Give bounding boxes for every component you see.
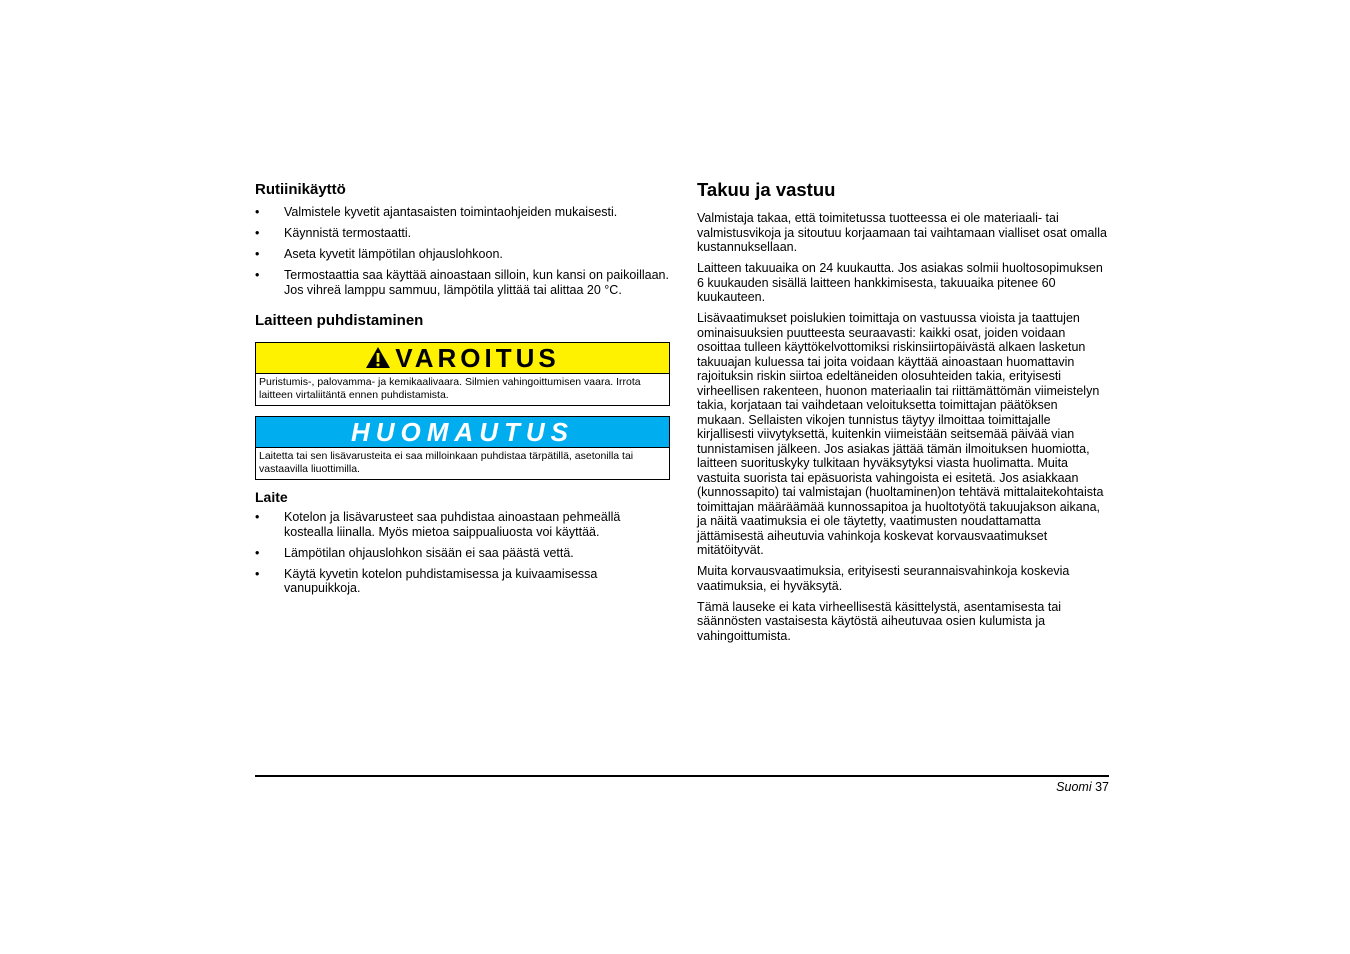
list-item: • Lämpötilan ohjauslohkon sisään ei saa päästä vettä.: [255, 545, 574, 560]
paragraph: Lisävaatimukset poislukien toimittaja on vastuussa vioista ja taattujen ominaisuuksien puutteesta seuraavasti: kaikki osat, joiden voidaan osoittaa tulleen käyttökelvottomiksi riskinsiirtopäivästä alkaen lasketun takuuajan kuluessa tai joita voidaan käyttää ainoastaan huomattavin rajoituksin riskin siirtoa edeltäneiden olosuhteiden takia, erityisesti virheellisen rakenteen, huonon materiaalin tai riittämättömän viimeistelyn takia, korjataan tai vaihdetaan veloituksetta toimittajan päätöksen mukaan. Sellaisten vikojen tunnistus täytyy ilmoittaa toimittajalle kirjallisesti viivytyksettä, kuitenkin viimeistään seitsemää päivää vian tunnistamisen jälkeen. Jos asiakas jättää tämän ilmoituksen huomiotta, laitteen suorituskyky tulkitaan hyväksytyksi viasta huolimatta. Muita vastuita suorista tai epäsuorista vahingoista ei esitetä. Jos asiakkaan (kunnossapito) tai valmistajan (huoltaminen)on tehtävä mittalaitekohtaista toimittajan määräämää kunnossapitoa ja huoltotyötä takuujakson aikana, ja näitä vaatimuksia ei ole täytetty, vaatimusten noudattamatta jättämisestä aiheutuvia vahinkoja koskevat korvausvaatimukset mitätöityvät.: [697, 311, 1104, 557]
warning-label: VAROITUS: [395, 342, 560, 373]
notice-box: [255, 416, 670, 480]
paragraph: Laitteen takuuaika on 24 kuukautta. Jos asiakas solmii huoltosopimuksen 6 kuukauden sisällä laitteen hankkimisesta, takuuaika pitenee 60 kuukauteen.: [697, 261, 1103, 304]
footer-language: Suomi: [1056, 780, 1092, 794]
list-item: • Käynnistä termostaatti.: [255, 226, 412, 240]
page-footer: [1056, 780, 1109, 794]
list-item: • Kotelon ja lisävarusteet saa puhdistaa ainoastaan pehmeällä kostealla liinalla. Myös mietoa saippualiuosta voi käyttää.: [255, 510, 621, 539]
bullet: •: [255, 268, 260, 282]
warning-box: [255, 342, 670, 406]
left-column: [255, 178, 670, 602]
bullet: •: [255, 226, 260, 240]
notice-label: HUOMAUTUS: [351, 416, 574, 447]
paragraph: Valmistaja takaa, että toimitetussa tuotteessa ei ole materiaali- tai valmistusvikoja ja sitoutuu korjaamaan tai vaihtamaan vialliset osat omalla kustannuksellaan.: [697, 211, 1107, 254]
warning-text: Puristumis-, palovamma- ja kemikaalivaara. Silmien vahingoittumisen vaara. Irrota laitteen virtaliitäntä ennen puhdistamista.: [259, 376, 641, 401]
list-item: • Termostaattia saa käyttää ainoastaan silloin, kun kansi on paikoillaan. Jos vihreä lamppu sammuu, lämpötila ylittää tai alittaa 20 °C.: [255, 268, 669, 297]
cleaning-heading: Laitteen puhdistaminen: [255, 312, 424, 329]
warning-banner: [256, 343, 669, 374]
warranty-body: [697, 211, 1109, 643]
paragraph: Muita korvausvaatimuksia, erityisesti seurannaisvahinkoja koskevia vaatimuksia, ei hyväksytä.: [697, 564, 1070, 593]
list-item: • Valmistele kyvetit ajantasaisten toimintaohjeiden mukaisesti.: [255, 205, 618, 219]
bullet: •: [255, 566, 260, 581]
bullet: •: [255, 545, 260, 560]
notice-banner: [256, 417, 669, 448]
routine-heading: Rutiinikäyttö: [255, 181, 346, 198]
page-number: 37: [1095, 780, 1109, 794]
list-item: • Aseta kyvetit lämpötilan ohjauslohkoon.: [255, 247, 503, 261]
paragraph: Tämä lauseke ei kata virheellisestä käsittelystä, asentamisesta tai säännösten vastaisesta käytöstä aiheutuvaa osien kulumista ja vahingoittumista.: [697, 599, 1062, 643]
notice-text: Laitetta tai sen lisävarusteita ei saa milloinkaan puhdistaa tärpätillä, asetonilla tai vastaavilla liuottimilla.: [259, 450, 634, 475]
routine-list: [255, 205, 670, 297]
bullet: •: [255, 205, 260, 219]
list-item: • Käytä kyvetin kotelon puhdistamisessa ja kuivaamisessa vanupuikkoja.: [255, 566, 598, 595]
bullet: •: [255, 510, 260, 524]
bullet: •: [255, 247, 260, 261]
warning-triangle-icon: [365, 345, 391, 376]
right-column: [697, 178, 1109, 650]
footer-divider: [255, 775, 1109, 777]
device-list: [255, 510, 670, 596]
warranty-heading: Takuu ja vastuu: [697, 179, 836, 200]
device-heading: Laite: [255, 489, 288, 505]
